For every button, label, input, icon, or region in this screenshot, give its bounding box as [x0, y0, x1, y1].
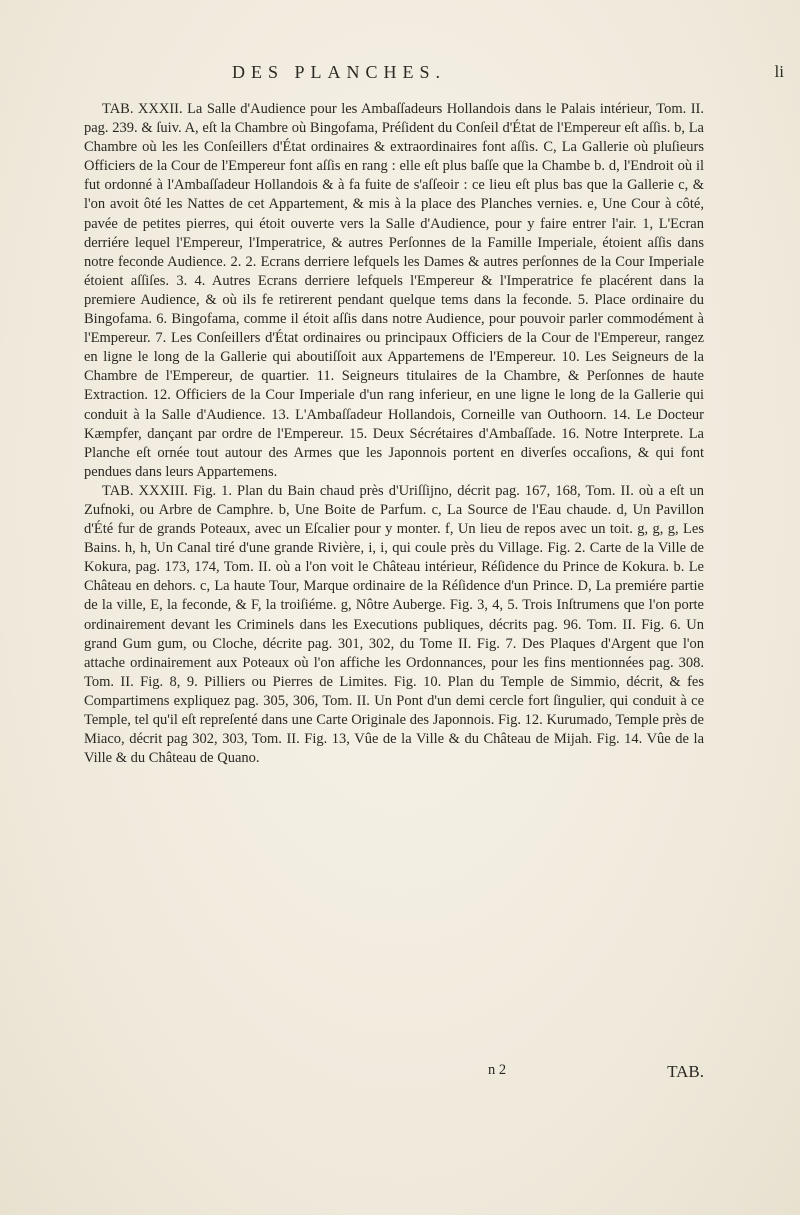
page-footer [84, 1062, 704, 1084]
catchword: TAB. [667, 1062, 704, 1081]
running-header [232, 62, 784, 83]
paragraph-tab-xxxiii: TAB. XXXIII. Fig. 1. Plan du Bain chaud près d'Uriſſijno, décrit pag. 167, 168, Tom. II. où a eſt un Zufnoki, ou Arbre de Camphre. b, Une Boite de Parfum. c, La Source de l'Eau chaude. d, Un Pavillon d'Été fur de grands Poteaux, avec un Eſcalier pour y monter. f, Un lieu de repos avec un toit. g, g, g, Les Bains. h, h, Un Canal tiré d'une grande Rivière, i, i, qui coule près du Village. Fig. 2. Carte de la Ville de Kokura, pag. 173, 174, Tom. II. où a l'on voit le Château intérieur, Réſidence du Prince de Kokura. b. Le Château en dehors. c, La haute Tour, Marque ordinaire de la Réſidence d'un Prince. D, La premiére partie de la ville, E, la feconde, & F, la troiſiéme. g, Nôtre Auberge. Fig. 3, 4, 5. Trois Inſtrumens que l'on porte ordinairement devant les Criminels dans les Executions publiques, décrits pag. 96. Tom. II. Fig. 6. Un grand Gum gum, ou Cloche, décrite pag. 301, 302, du Tome II. Fig. 7. Des Plaques d'Argent que l'on attache ordinairement aux Poteaux où l'on affiche les Ordonnances, pour les fins mentionnées pag. 308. Tom. II. Fig. 8, 9. Pilliers ou Pierres de Limites. Fig. 10. Plan du Temple de Simmio, décrit, & fes Compartimens expliquez pag. 305, 306, Tom. II. Un Pont d'un demi cercle fort ſingulier, qui conduit à ce Temple, tel qu'il eſt repreſenté dans une Carte Originale des Japonnois. Fig. 12. Kurumado, Temple près de Miaco, décrit pag 302, 303, Tom. II. Fig. 13, Vûe de la Ville & du Château de Mijah. Fig. 14. Vûe de la Ville & du Château de Quano. [84, 482, 704, 767]
page-number: li [774, 62, 784, 81]
body-text [84, 100, 704, 768]
signature-mark: n 2 [488, 1062, 507, 1078]
running-title: DES PLANCHES. [232, 62, 447, 82]
paragraph-tab-xxxii: TAB. XXXII. La Salle d'Audience pour les Ambaſſadeurs Hollandois dans le Palais intérieur, Tom. II. pag. 239. & ſuiv. A, eſt la Chambre où Bingofama, Préſident du Conſeil d'État de l'Empereur eſt aſſis. b, La Chambre où les les Conſeillers d'État ordinaires & extraordinaires font aſſis. C, La Gallerie où pluſieurs Officiers de la Cour de l'Empereur font aſſis en rang : elle eſt plus baſſe que la Chambe b. d, l'Endroit où il fut ordonné à l'Ambaſſadeur Hollandois & à fa fuite de s'aſſeoir : ce lieu eſt plus bas que la Gallerie c, & l'on avoit ôté les Nattes de cet Appartement, & mis à la place des Planches vernies. e, Une Cour à côté, pavée de petites pierres, qui étoit ouverte vers la Salle d'Audience, pour y faire entrer l'air. 1, L'Ecran derriére lequel l'Empereur, l'Imperatrice, & autres Perſonnes de la Famille Imperiale, étoient aſſis dans notre feconde Audience. 2. 2. Ecrans derriere lefquels les Dames & autres perſonnes de la Cour Imperiale étoient aſſiſes. 3. 4. Autres Ecrans derriere lefquels l'Empereur & l'Imperatrice fe placérent dans la premiere Audience, & où ils fe retirerent pendant quelque tems dans la feconde. 5. Place ordinaire du Bingofama. 6. Bingofama, comme il étoit aſſis dans notre Audience, pour pouvoir parler commodément à l'Empereur. 7. Les Conſeillers d'État ordinaires ou principaux Officiers de la Cour de l'Empereur, rangez en ligne le long de la Gallerie qui aboutiſſoit aux Appartemens de l'Empereur. 10. Les Seigneurs de la Chambre de l'Empereur, de quartier. 11. Seigneurs titulaires de la Chambre, & Perſonnes de haute Extraction. 12. Officiers de la Cour Imperiale d'un rang inferieur, en une ligne le long de la Gallerie qui conduit à la Salle d'Audience. 13. L'Ambaſſadeur Hollandois, Corneille van Outhoorn. 14. Le Docteur Kæmpfer, dançant par ordre de l'Empereur. 15. Deux Sécrétaires d'Ambaſſade. 16. Notre Interprete. La Planche eſt ornée tout autour des Armes que les Japonnois portent en diverſes occaſions, & qui font pendues dans leurs Appartemens. [84, 101, 704, 480]
